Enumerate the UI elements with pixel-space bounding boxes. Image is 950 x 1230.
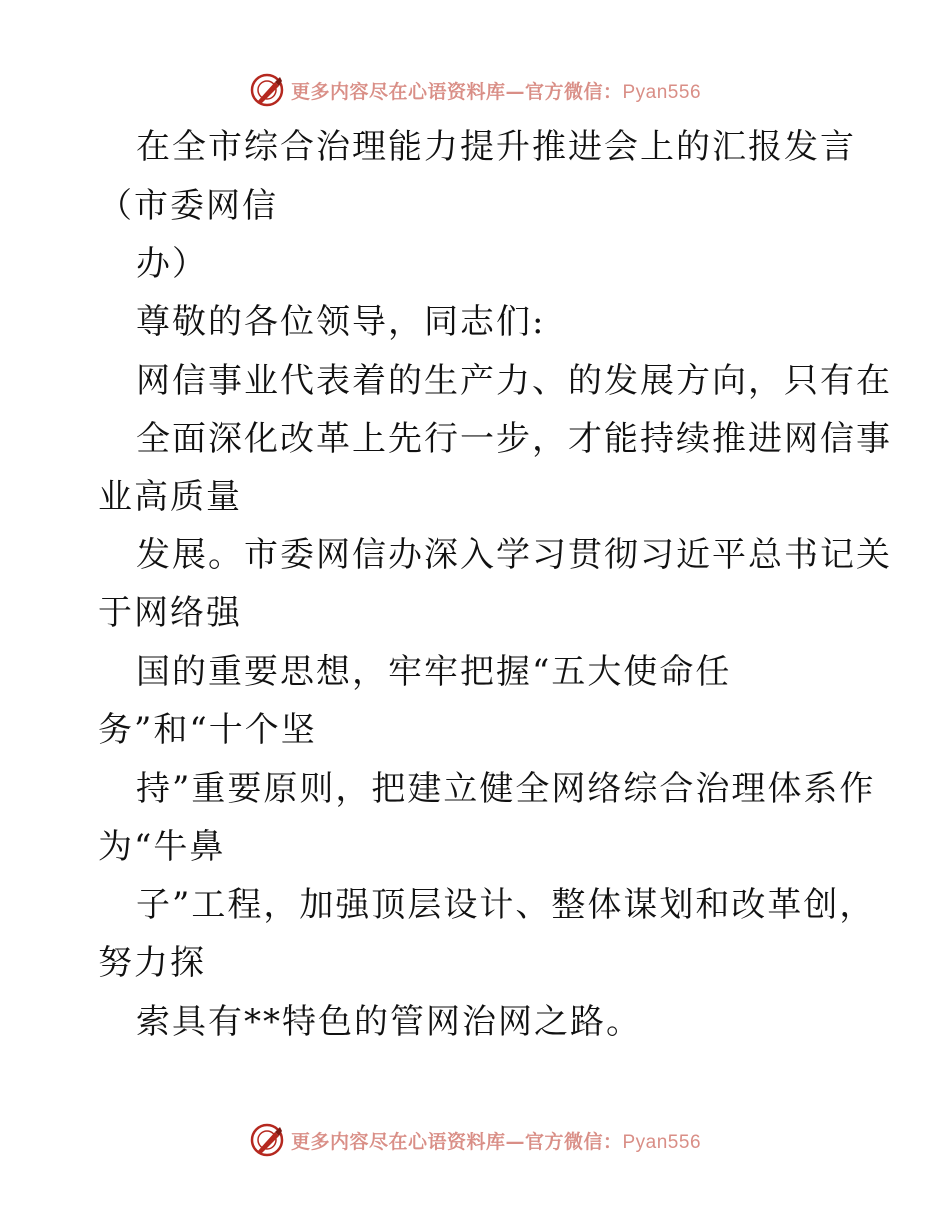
paragraph-line: 务”和“十个坚 [98, 710, 317, 750]
paragraph-line: 索具有**特色的管网治网之路。 [136, 1002, 642, 1042]
document-title-line-2: （市委网信 [98, 186, 278, 226]
paragraph-line: 全面深化改革上先行一步，才能持续推进网信事 [136, 419, 892, 459]
paragraph-line: 发展。市委网信办深入学习贯彻习近平总书记关 [136, 535, 892, 575]
pen-logo-icon [249, 72, 285, 108]
pen-logo-icon [249, 1122, 285, 1158]
paragraph-line: 于网络强 [98, 593, 242, 633]
salutation: 尊敬的各位领导，同志们: [136, 302, 546, 342]
paragraph-line: 子”工程，加强顶层设计、整体谋划和改革创， [136, 885, 876, 925]
document-title-line-3: 办） [136, 244, 208, 284]
paragraph-line: 业高质量 [98, 477, 242, 517]
watermark-text: 更多内容尽在心语资料库—官方微信：Pyan556 [290, 80, 702, 103]
document-title-line-1: 在全市综合治理能力提升推进会上的汇报发言 [136, 127, 856, 167]
paragraph-line: 国的重要思想，牢牢把握“五大使命任 [136, 652, 732, 692]
paragraph-line: 网信事业代表着的生产力、的发展方向，只有在 [136, 361, 892, 401]
header-watermark [0, 70, 950, 110]
paragraph-line: 努力探 [98, 943, 206, 983]
footer-watermark [0, 1120, 950, 1160]
paragraph-line: 持”重要原则，把建立健全网络综合治理体系作 [136, 769, 876, 809]
watermark-text: 更多内容尽在心语资料库—官方微信：Pyan556 [290, 1130, 702, 1153]
paragraph-line: 为“牛鼻 [98, 827, 226, 867]
